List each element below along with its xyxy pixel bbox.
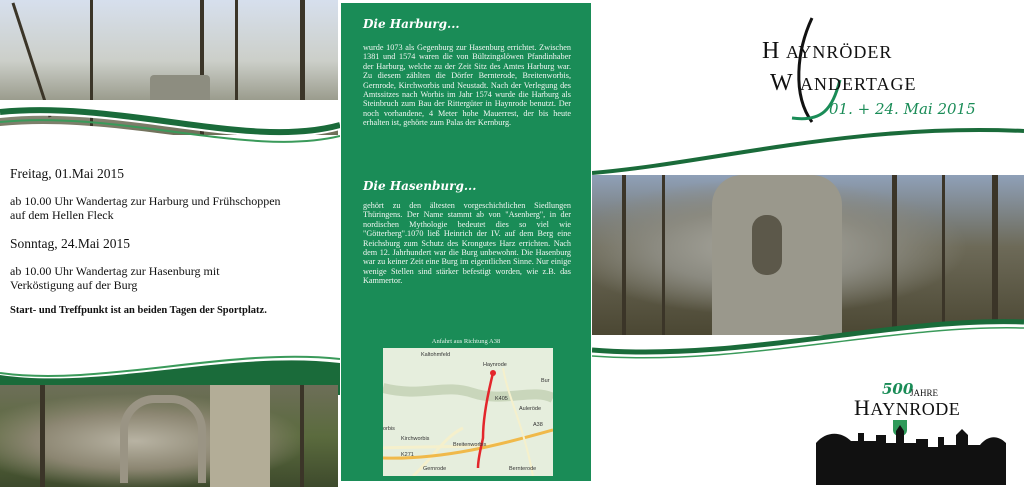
village-silhouette-icon [816, 425, 1006, 485]
ruin-photo-bottom [0, 385, 338, 487]
harburg-heading: Die Harburg... [363, 17, 460, 31]
event-date: Sonntag, 24.Mai 2015 [10, 236, 130, 251]
title-line1: AYNRÖDER [786, 42, 893, 62]
swoosh-divider-top [0, 100, 340, 160]
event-sunday [10, 236, 335, 292]
jubilee-number: 500 [882, 380, 914, 398]
event-line: Verköstigung auf der Burg [10, 278, 138, 292]
map-label: Kaltohmfeld [421, 352, 451, 358]
map-road-label: K405 [495, 396, 508, 402]
swoosh-divider-right-top [592, 125, 1024, 180]
title-w: W [770, 70, 794, 96]
map-label: Bur [541, 378, 550, 384]
swoosh-divider-right-bottom [592, 312, 1024, 362]
map-road-label: A38 [533, 422, 543, 428]
jubilee-name: AYNRODE [870, 399, 961, 419]
jubilee-h: H [854, 395, 871, 420]
map-label: Haynrode [483, 362, 507, 368]
map-label: Gernrode [423, 466, 447, 472]
harburg-text: wurde 1073 als Gegenburg zur Hasenburg errichtet. Zwischen 1381 und 1574 waren die von Bültzingslöwen Pfandinhaber der Harburg, welche zu der Zeit Sitz des Amtes Harburg war. Zu diesem zählten die Dörfer Bernterode, Breitenworbis, Gernrode, Kirchworbis und Neustadt. Nach der Verlegung des Amtssitzes nach Worbis im Jahr 1574 wurde die Harburg als Steinbruch zum Bau der Rittergüter in Haynrode benutzt. Der noch vorhandene, 4 Meter hohe Mauerrest, der bis heute erhalten ist, gehörte zum Palas der Kernburg. [363, 43, 571, 128]
jubilee-word: JAHRE [910, 388, 939, 398]
map-caption: Anfahrt aus Richtung A38 [431, 338, 501, 345]
green-info-box [341, 3, 591, 481]
event-line: auf dem Hellen Fleck [10, 208, 114, 222]
title-h: H [762, 38, 781, 64]
map-road-label: K271 [401, 452, 414, 458]
jubilee-place [854, 395, 960, 421]
event-date: Freitag, 01.Mai 2015 [10, 166, 124, 181]
event-line: ab 10.00 Uhr Wandertag zur Hasenburg mit [10, 264, 220, 278]
event-dates: 01. + 24. Mai 2015 [829, 100, 976, 118]
right-panel [592, 0, 1024, 487]
title-line2: ANDERTAGE [800, 74, 917, 94]
left-panel [0, 0, 340, 487]
meeting-point-text: Start- und Treffpunkt ist an beiden Tagen der Sportplatz. [10, 305, 267, 316]
middle-panel [340, 0, 592, 487]
directions-map[interactable] [383, 348, 553, 476]
hasenburg-heading: Die Hasenburg... [363, 179, 477, 193]
map-label: Auleröde [519, 406, 542, 412]
map-label: Breitenworbis [453, 442, 487, 448]
hasenburg-text: gehört zu den ältesten vorgeschichtlichen Siedlungen Thüringens. Der Name stammt ab von "Asenberg", in der nordischen Mythologie bedeutet dies so viel wie "Götterberg".1070 ließ Heinrich der IV. auf dem Berg eine Reichsburg zum Schutz des Krongutes Harz errichten. Nach dem 12. Jahrhundert war die Burg unbewohnt. Die Hasenburg war zu keiner Zeit eine Burg im eigentlichen Sinne. Nur einige wenige Stellen sind stärker befestigt worden, wie z.B. das Kammertor. [363, 201, 571, 286]
map-label: Bernterode [509, 466, 537, 472]
event-friday [10, 166, 335, 222]
map-label: Kirchworbis [401, 436, 430, 442]
event-line: ab 10.00 Uhr Wandertag zur Harburg und Frühschoppen [10, 194, 281, 208]
map-label: orbis [383, 426, 395, 432]
ruin-photo-right [592, 175, 1024, 335]
